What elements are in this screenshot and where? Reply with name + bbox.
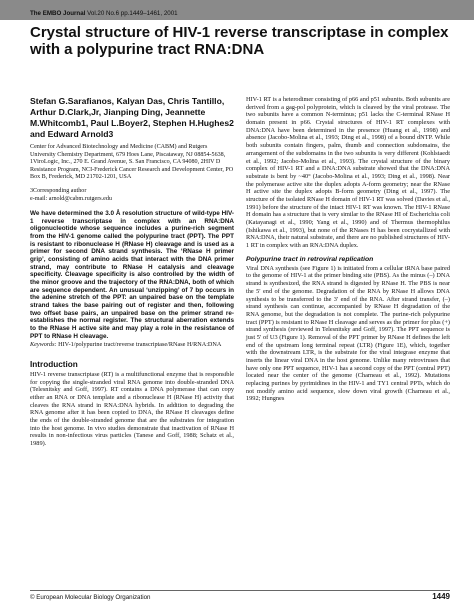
keywords-label: Keywords: bbox=[30, 341, 57, 349]
keywords-list: HIV-1/polypurine tract/reverse transcriptase/RNase H/RNA:DNA bbox=[58, 341, 222, 349]
corresponding-author bbox=[30, 188, 234, 203]
journal-volume: Vol.20 No.6 pp.1449–1461, 2001 bbox=[87, 10, 178, 17]
page-number: 1449 bbox=[432, 592, 450, 601]
right-column bbox=[246, 96, 450, 403]
author-email: e-mail: arnold@cabm.rutgers.edu bbox=[30, 195, 112, 202]
copyright-notice: © European Molecular Biology Organization bbox=[30, 594, 151, 601]
body-paragraph-rt-structure: HIV-1 RT is a heterodimer consisting of p66 and p51 subunits. Both subunits are derived from a gag-pol polyprotein, which is cleaved by the viral protease. The two subunits have a common N-terminus; p51 lacks the C-terminal RNase H domain present in p66. Crystal structures of HIV-1 RT complexes with DNA:DNA have been determined in the presence (Huang et al., 1998) and absence (Jacobo-Molina et al., 1993; Ding et al., 1998) of a bound dNTP. While both subunits contain fingers, palm, thumb and connection subdomains, the arrangement of the subdomains in the two subunits is very different (Kohlstaedt et al., 1992; Jacobo-Molina et al., 1993). The crystal structure of the binary complex of HIV-1 RT and a DNA:DNA substrate showed that the DNA:DNA substrate is bent by ~40° (Jacobo-Molina et al., 1993; Ding et al., 1998). Near the polymerase active site the duplex adopts A-form geometry; near the RNase H active site the duplex adopts B-form geometry (Ding et al., 1997). The structure of the isolated RNase H domain of HIV-1 RT was solved (Davies et al., 1991) before the structure of the intact HIV-1 RT was known. The HIV-1 RNase H domain has a structure that is very similar to the RNase HI of Escherichia coli (Katayanagi et al., 1990; Yang et al., 1990) and of Thermus thermophilus (Ishikawa et al., 1993), but none of the RNases H has been cocrystallized with RNA:DNA, their natural substrate, and there are no published structures of HIV-1 RT in complex with an RNA:DNA duplex. bbox=[246, 96, 450, 250]
corresponding-label: 3Corresponding author bbox=[30, 187, 87, 194]
body-paragraph-ppt: Viral DNA synthesis (see Figure 1) is initiated from a cellular tRNA base paired to the genome of HIV-1 at the primer binding site (PBS). As the minus (–) DNA strand is synthesized, the RNA strand is digested by RNase H. The PBS is near the 5′ end of the genome. Degradation of the RNA by RNase H allows DNA synthesis to be transferred to the 3′ end of the RNA. After strand transfer, (–) strand synthesis can continue, accompanied by RNase H degradation of the RNA genome, but the degradation is not complete. The purine-rich polypurine tract (PPT) is resistant to RNase H cleavage and serves as the primer for plus (+) strand synthesis (reviewed in Telesnitsky and Goff, 1997). The PPT sequence is just 5′ of U3 (Figure 1). Removal of the PPT primer by RNase H defines the left end of the upstream long terminal repeat (LTR) (Figure 1E), which, together with the downstream LTR, is the substrate for the viral integrase enzyme that inserts the linear viral DNA in the host genome. Unlike many retroviruses that have only one PPT sequence, HIV-1 has a second copy of the PPT (central PPT) located near the center of the genome (Charneau et al., 1992). Mutations replacing purines by pyrimidines in the HIV-1 and TY1 central PPTs, which do not modify amino acid sequence, slow down viral growth (Charneau et al., 1992; Hungnes bbox=[246, 264, 450, 403]
abstract: We have determined the 3.0 Å resolution structure of wild-type HIV-1 reverse transcriptase in complex with an RNA:DNA oligonucleotide whose sequence includes a purine-rich segment from the HIV-1 genome called the polypurine tract (PPT). The PPT is resistant to ribonuclease H (RNase H) cleavage and is used as a primer for second DNA strand synthesis. The ‘RNase H primer grip’, consisting of amino acids that interact with the DNA primer strand, may contribute to RNase H catalysis and cleavage specificity. Cleavage specificity is also controlled by the width of the minor groove and the trajectory of the RNA:DNA, both of which are sequence dependent. An unusual ‘unzipping’ of 7 bp occurs in the adenine stretch of the PPT: an unpaired base on the template strand takes the base pairing out of register and then, following two offset base pairs, an unpaired base on the primer strand re-establishes the normal register. The structural aberration extends to the RNase H active site and may play a role in the resistance of PPT to RNase H cleavage. bbox=[30, 210, 234, 340]
footer-divider bbox=[30, 590, 450, 591]
journal-name: The EMBO Journal bbox=[30, 10, 86, 17]
journal-citation bbox=[30, 10, 178, 17]
introduction-text: HIV-1 reverse transcriptase (RT) is a multifunctional enzyme that is responsible for copying the single-stranded viral RNA genome into double-stranded DNA (Telesnitsky and Goff, 1997). RT contains a DNA polymerase that can copy either an RNA or DNA template and a ribonuclease H (RNase H) activity that cleaves the RNA strand in RNA:DNA hybrids. In addition to degrading the RNA genome after it has been copied to DNA, the RNase H cleavages define the ends of the double-stranded genome that are the substrates for integration into the host genome. In vivo studies demonstrate that inactivation of RNase H results in non-infectious virus particles (Tanese and Goff, 1988; Schatz et al., 1989). bbox=[30, 370, 234, 448]
keywords bbox=[30, 341, 234, 349]
section-heading-introduction: Introduction bbox=[30, 359, 78, 369]
subsection-heading-ppt: Polypurine tract in retroviral replication bbox=[246, 255, 374, 263]
paper-title: Crystal structure of HIV-1 reverse transcriptase in complex with a polypurine tract RNA:DNA bbox=[30, 24, 449, 58]
affiliation: Center for Advanced Biotechnology and Medicine (CABM) and Rutgers University Chemistry Department, 679 Hoes Lane, Piscataway, NJ 08854-5638, 1ViroLogic, Inc., 270 E. Grand Avenue, S. San Francisco, CA 94080, 2HIV D Resistance Program, NCI-Frederick Cancer Research and Development Center, PO Box B, Frederick, MD 21702-1201, USA bbox=[30, 144, 234, 181]
left-column bbox=[30, 96, 234, 448]
author-list: Stefan G.Sarafianos, Kalyan Das, Chris Tantillo, Arthur D.Clark,Jr, Jianping Ding, Jeannette M.Whitcomb1, Paul L.Boyer2, Stephen H.Hughes2 and Edward Arnold3 bbox=[30, 96, 234, 139]
